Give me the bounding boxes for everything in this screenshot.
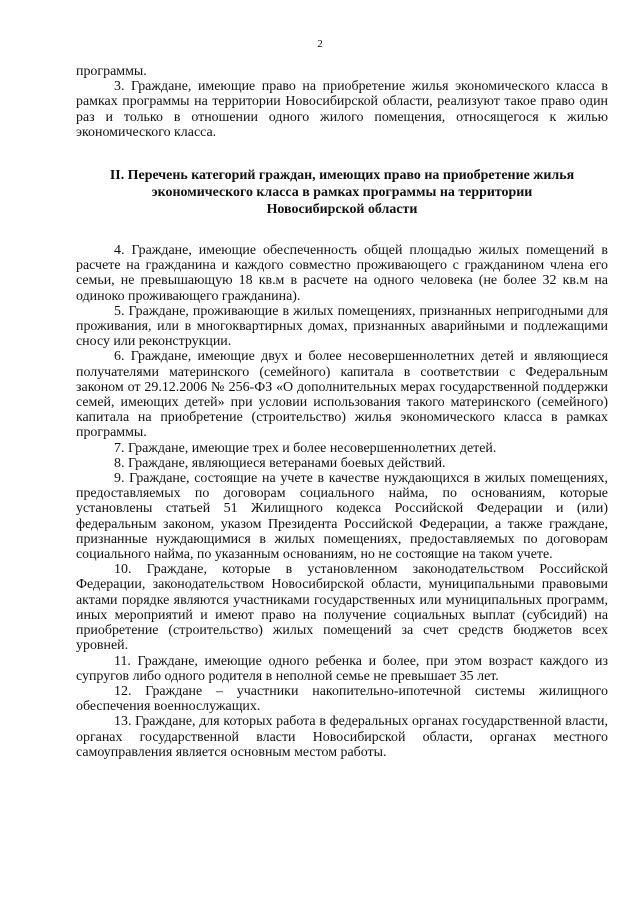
paragraph-item-5: 5. Граждане, проживающие в жилых помещениях, признанных непригодными для проживания, или в многоквартирных домах, признанных аварийными и подлежащими сносу или реконструкции.: [76, 303, 608, 350]
paragraph-item-13: 13. Граждане, для которых работа в федеральных органах государственной власти, органах государственной власти Новосибирской области, органах местного самоуправления является основным местом работы.: [76, 714, 608, 760]
section-heading-line-1: II. Перечень категорий граждан, имеющих право на приобретение жилья: [109, 168, 575, 184]
section-heading: [76, 167, 608, 218]
paragraph-item-7: 7. Граждане, имеющие трех и более несовершеннолетних детей.: [114, 440, 497, 456]
paragraph-continuation: программы.: [76, 64, 147, 79]
page-number: 2: [317, 38, 323, 50]
document-body: [76, 64, 608, 760]
paragraph-item-11: 11. Граждане, имеющие одного ребенка и более, при этом возраст каждого из супругов либо одного родителя в неполной семье не превышает 35 лет.: [76, 653, 608, 684]
section-heading-line-3: Новосибирской области: [266, 202, 418, 218]
paragraph-item-6: 6. Граждане, имеющие двух и более несовершеннолетних детей и являющиеся получателями материнского (семейного) капитала в соответствии с Федеральным законом от 29.12.2006 № 256-ФЗ «О дополнительных мерах государственной поддержки семей, имеющих детей» при условии использования такого материнского (семейного) капитала на приобретение (строительство) жилья экономического класса в рамках программы.: [76, 349, 608, 441]
paragraph-item-12: 12. Граждане – участники накопительно-ипотечной системы жилищного обеспечения военнослужащих.: [76, 683, 608, 715]
paragraph-item-4: 4. Граждане, имеющие обеспеченность общей площадью жилых помещений в расчете на гражданина и каждого совместно проживающего с гражданином члена его семьи, не превышающую 18 кв.м в расчете на одного человека (не более 32 кв.м на одиноко проживающего гражданина).: [76, 243, 608, 304]
paragraph-item-10: 10. Граждане, которые в установленном законодательством Российской Федерации, законодательством Новосибирской области, муниципальными правовыми актами порядке являются участниками государственных или муниципальных программ, иных мероприятий и имеют право на получение социальных выплат (субсидий) на приобретение (строительство) жилых помещений за счет средств бюджетов всех уровней.: [76, 562, 608, 654]
paragraph-item-3: 3. Граждане, имеющие право на приобретение жилья экономического класса в рамках программы на территории Новосибирской области, реализуют такое право один раз и только в отношении одного жилого помещения, относящегося к жилью экономического класса.: [76, 79, 608, 140]
section-heading-line-2: экономического класса в рамках программы на территории: [151, 185, 533, 201]
paragraph-item-8: 8. Граждане, являющиеся ветеранами боевых действий.: [114, 455, 446, 471]
paragraph-item-9: 9. Граждане, состоящие на учете в качестве нуждающихся в жилых помещениях, предоставляемых по договорам социального найма, по основаниям, которые установлены статьей 51 Жилищного кодекса Российской Федерации и (или) федеральным законом, указом Президента Российской Федерации, а также граждане, признанные нуждающимися в жилых помещениях, предоставляемых по договорам социального найма, по указанным основаниям, но не состоящие на таком учете.: [76, 471, 608, 563]
